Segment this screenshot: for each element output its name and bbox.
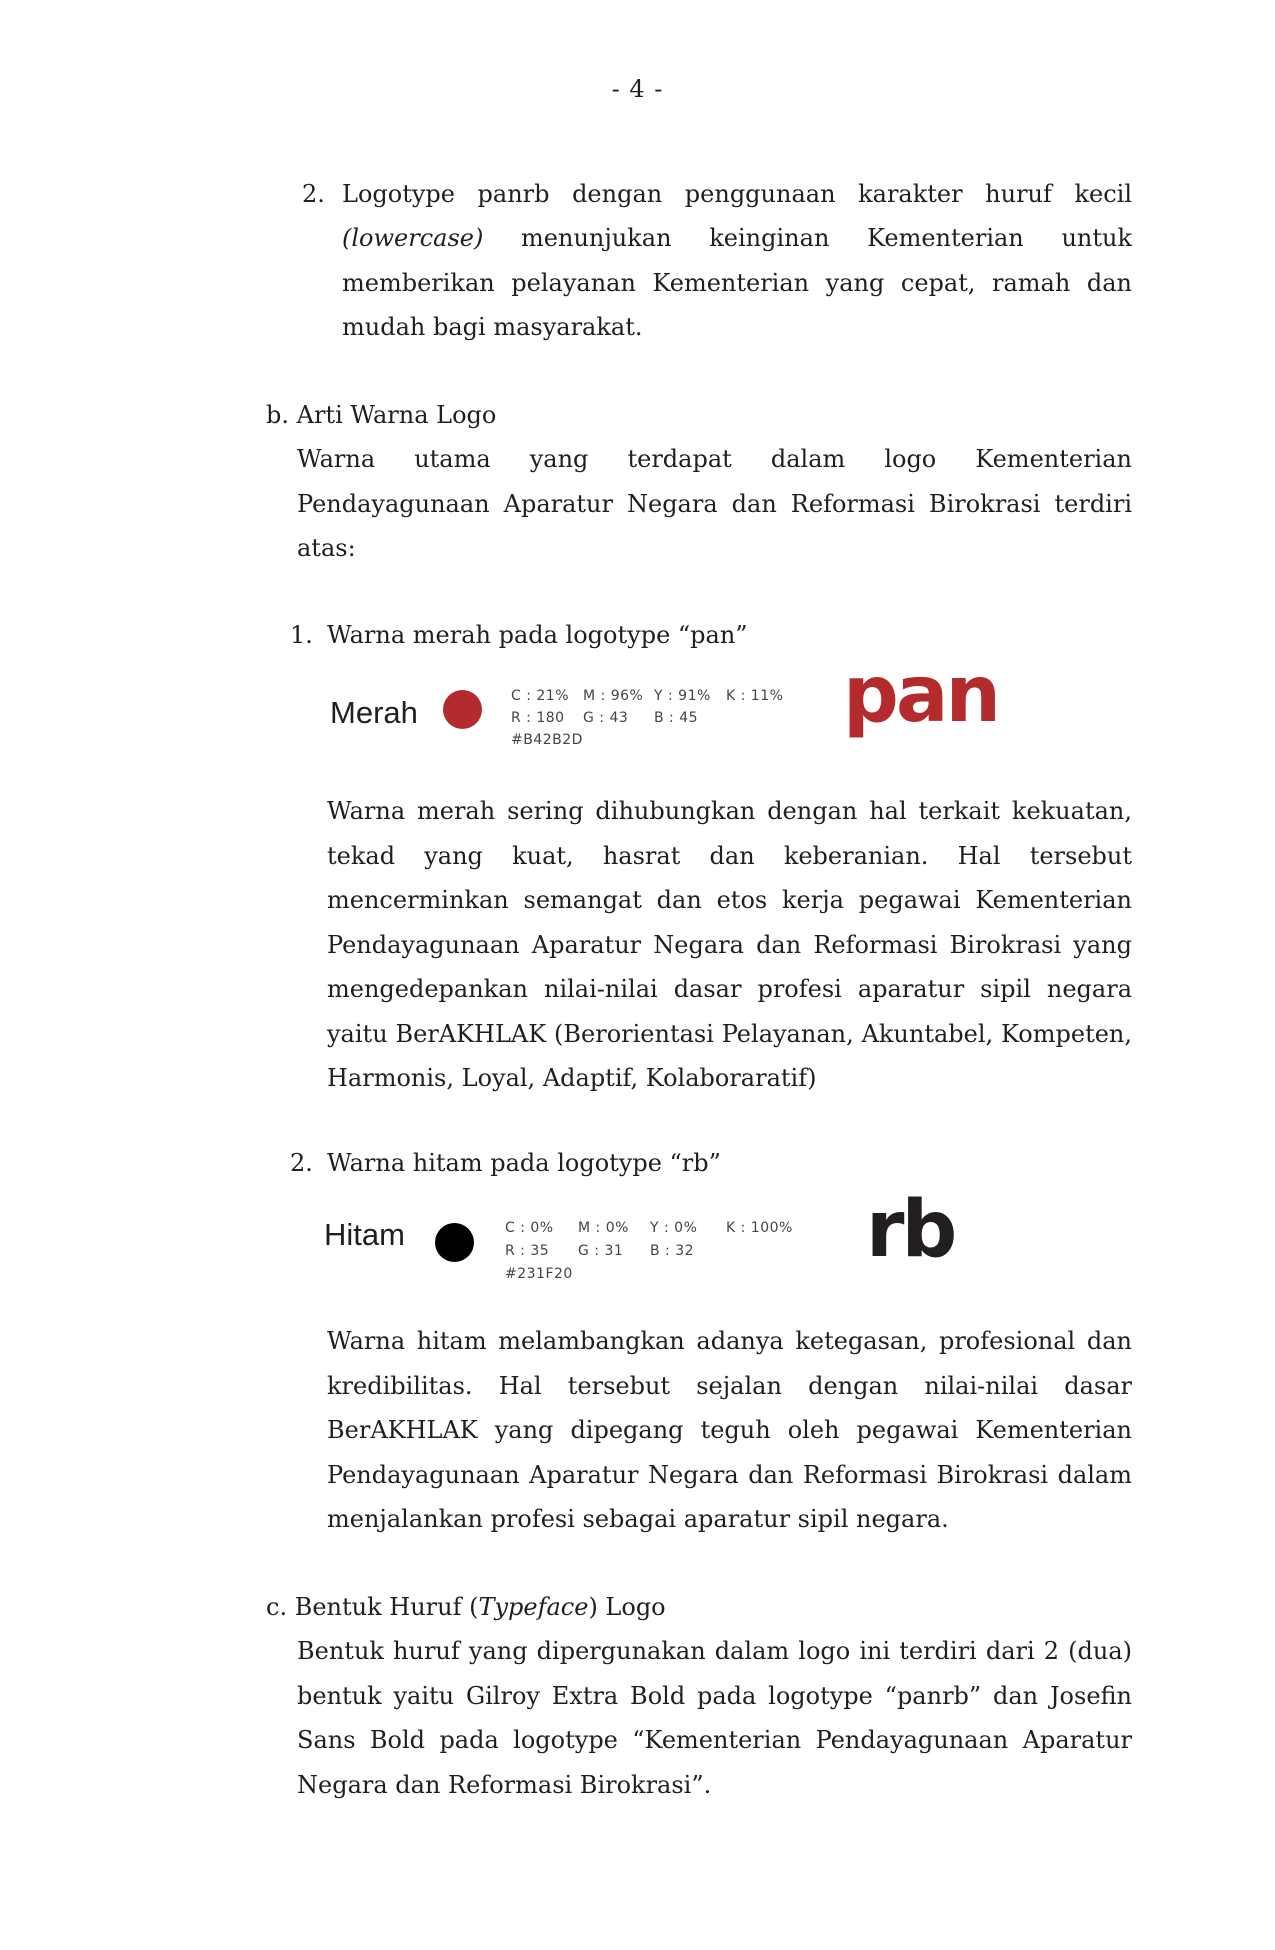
section-c-heading-pre: c. Bentuk Huruf ( (266, 1593, 479, 1621)
black-title: Warna hitam pada logotype “rb” (327, 1149, 721, 1177)
red-meaning-text: Warna merah sering dihubungkan dengan hal terkait kekuatan, tekad yang kuat, hasrat dan keberanian. Hal tersebut mencerminkan semangat dan etos kerja pegawai Kementerian Pendayagunaan Aparatur Negara dan Reformasi Birokrasi yang mengedepankan nilai-nilai dasar profesi aparatur sipil negara yaitu BerAKHLAK (Berorientasi Pelayanan, Akuntabel, Kompeten, Harmonis, Loyal, Adaptif, Kolaboraratif) (327, 797, 1132, 1092)
red-color-dot (443, 690, 482, 729)
rb-logotype: rb (866, 1185, 955, 1275)
pan-logotype: pan (843, 650, 998, 740)
black-cmyk-y: Y : 0% (650, 1220, 698, 1236)
list-number: 1. (290, 621, 313, 649)
section-c-text: Bentuk huruf yang dipergunakan dalam logo ini terdiri dari 2 (dua) bentuk yaitu Gilroy Extra Bold pada logotype “panrb” dan Josefin Sans Bold pada logotype “Kementerian Pendayagunaan Aparatur Negara dan Reformasi Birokrasi”. (297, 1637, 1132, 1799)
black-hex: #231F20 (505, 1266, 573, 1282)
red-hex: #B42B2D (511, 732, 583, 748)
page-number: - 4 - (611, 75, 664, 103)
section-b-text: Warna utama yang terdapat dalam logo Kementerian Pendayagunaan Aparatur Negara dan Reformasi Birokrasi terdiri atas: (297, 445, 1132, 562)
black-meaning-text: Warna hitam melambangkan adanya ketegasan, profesional dan kredibilitas. Hal tersebut sejalan dengan nilai-nilai dasar BerAKHLAK yang dipegang teguh oleh pegawai Kementerian Pendayagunaan Aparatur Negara dan Reformasi Birokrasi dalam menjalankan profesi sebagai aparatur sipil negara. (327, 1327, 1132, 1533)
black-rgb-g: G : 31 (578, 1243, 624, 1259)
logotype-rest: menunjukan keinginan Kementerian untuk memberikan pelayanan Kementerian yang cepat, ramah dan mudah bagi masyarakat. (342, 224, 1132, 341)
black-color-dot (435, 1223, 474, 1262)
typeface-term: Typeface (478, 1593, 589, 1621)
red-rgb-b: B : 45 (654, 710, 699, 726)
logotype-paragraph (342, 216, 1132, 350)
red-rgb-r: R : 180 (511, 710, 565, 726)
section-c-heading-post: ) Logo (588, 1593, 666, 1621)
black-swatch-label: Hitam (324, 1217, 405, 1252)
red-swatch-label: Merah (330, 695, 418, 730)
list-number: 2. (302, 180, 325, 208)
red-cmyk-k: K : 11% (726, 688, 784, 704)
black-cmyk-c: C : 0% (505, 1220, 554, 1236)
red-cmyk-m: M : 96% (583, 688, 644, 704)
section-b-heading: b. Arti Warna Logo (266, 401, 497, 429)
red-rgb-g: G : 43 (583, 710, 629, 726)
list-number: 2. (290, 1149, 313, 1177)
red-cmyk-y: Y : 91% (654, 688, 711, 704)
section-c-heading (266, 1585, 666, 1630)
black-cmyk-k: K : 100% (726, 1220, 793, 1236)
black-cmyk-m: M : 0% (578, 1220, 629, 1236)
red-title: Warna merah pada logotype “pan” (327, 621, 748, 649)
black-rgb-b: B : 32 (650, 1243, 695, 1259)
lowercase-term: (lowercase) (342, 224, 484, 252)
logotype-line-1: Logotype panrb dengan penggunaan karakter huruf kecil (342, 180, 1132, 208)
red-cmyk-c: C : 21% (511, 688, 570, 704)
black-rgb-r: R : 35 (505, 1243, 550, 1259)
